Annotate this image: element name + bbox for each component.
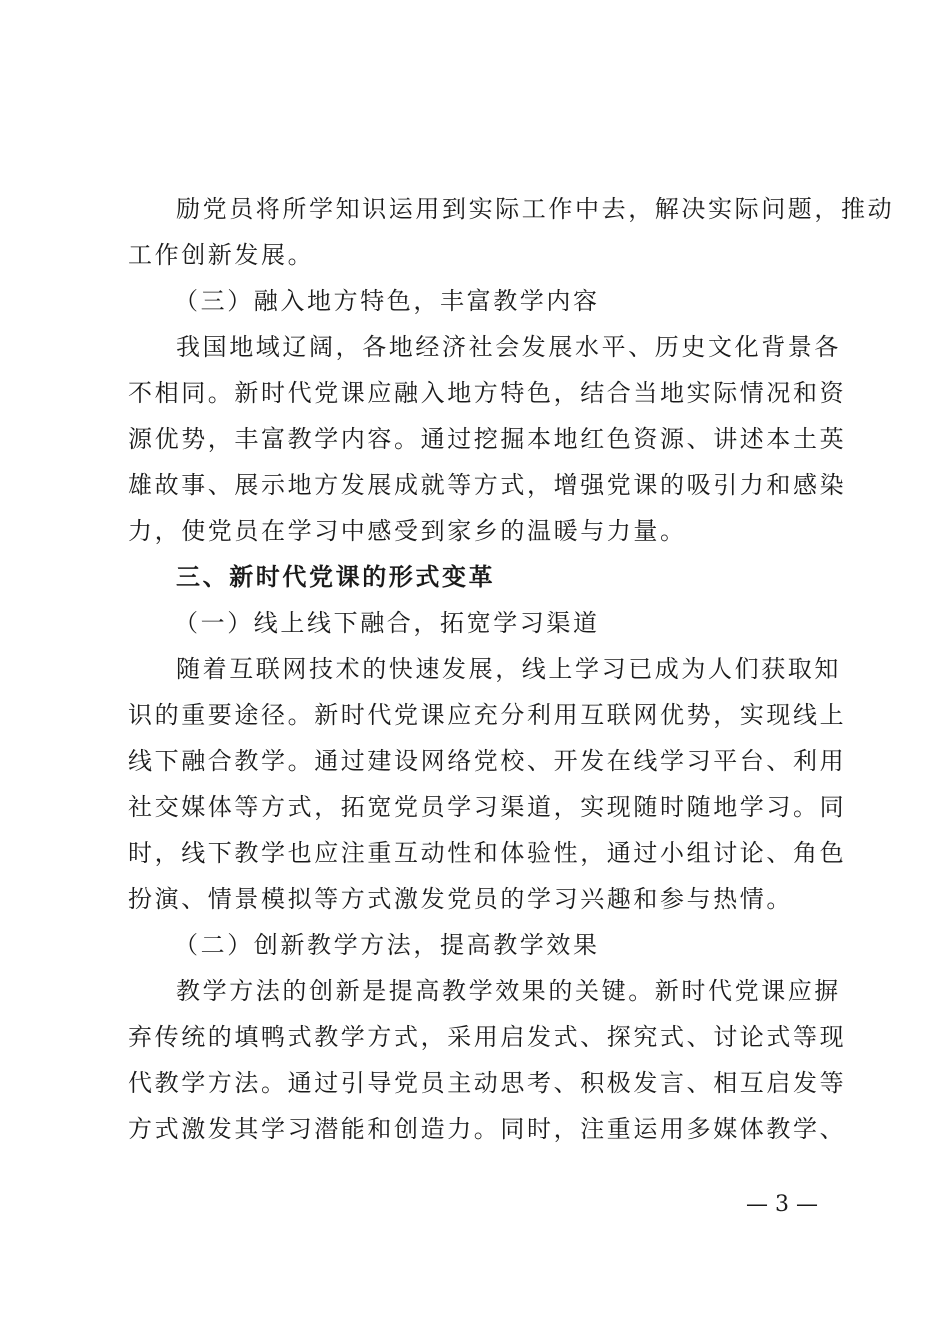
subheading-local-features: （三）融入地方特色，丰富教学内容: [174, 287, 600, 315]
subheading-teaching-methods: （二）创新教学方法，提高教学效果: [174, 931, 600, 959]
document-body: [128, 186, 895, 1152]
text-line: 随着互联网技术的快速发展，线上学习已成为人们获取知: [176, 655, 841, 683]
text-line: 力，使党员在学习中感受到家乡的温暖与力量。: [128, 517, 687, 545]
text-line: 源优势，丰富教学内容。通过挖掘本地红色资源、讲述本土英: [128, 425, 847, 453]
text-line: 励党员将所学知识运用到实际工作中去，解决实际问题，推动: [176, 195, 895, 223]
text-line: 线下融合教学。通过建设网络党校、开发在线学习平台、利用: [128, 747, 847, 775]
subheading-online-offline: （一）线上线下融合，拓宽学习渠道: [174, 609, 600, 637]
paragraph-local-features: [128, 324, 847, 554]
paragraph-teaching-methods: [128, 968, 847, 1152]
text-line: 社交媒体等方式，拓宽党员学习渠道，实现随时随地学习。同: [128, 793, 847, 821]
text-line: 时，线下教学也应注重互动性和体验性，通过小组讨论、角色: [128, 839, 847, 867]
text-line: 扮演、情景模拟等方式激发党员的学习兴趣和参与热情。: [128, 885, 793, 913]
text-line: 方式激发其学习潜能和创造力。同时，注重运用多媒体教学、: [128, 1115, 847, 1143]
text-line: 教学方法的创新是提高教学效果的关键。新时代党课应摒: [176, 977, 841, 1005]
section-heading-form-reform: 三、新时代党课的形式变革: [176, 562, 496, 591]
text-line: 不相同。新时代党课应融入地方特色，结合当地实际情况和资: [128, 379, 847, 407]
text-line: 工作创新发展。: [128, 241, 315, 269]
text-line: 识的重要途径。新时代党课应充分利用互联网优势，实现线上: [128, 701, 847, 729]
paragraph-online-offline: [128, 646, 847, 922]
text-line: 弃传统的填鸭式教学方式，采用启发式、探究式、讨论式等现: [128, 1023, 847, 1051]
text-line: 我国地域辽阔，各地经济社会发展水平、历史文化背景各: [176, 333, 841, 361]
page-number: — 3 —: [746, 1192, 818, 1217]
paragraph-intro-continued: [128, 186, 895, 278]
text-line: 雄故事、展示地方发展成就等方式，增强党课的吸引力和感染: [128, 471, 847, 499]
text-line: 代教学方法。通过引导党员主动思考、积极发言、相互启发等: [128, 1069, 847, 1097]
